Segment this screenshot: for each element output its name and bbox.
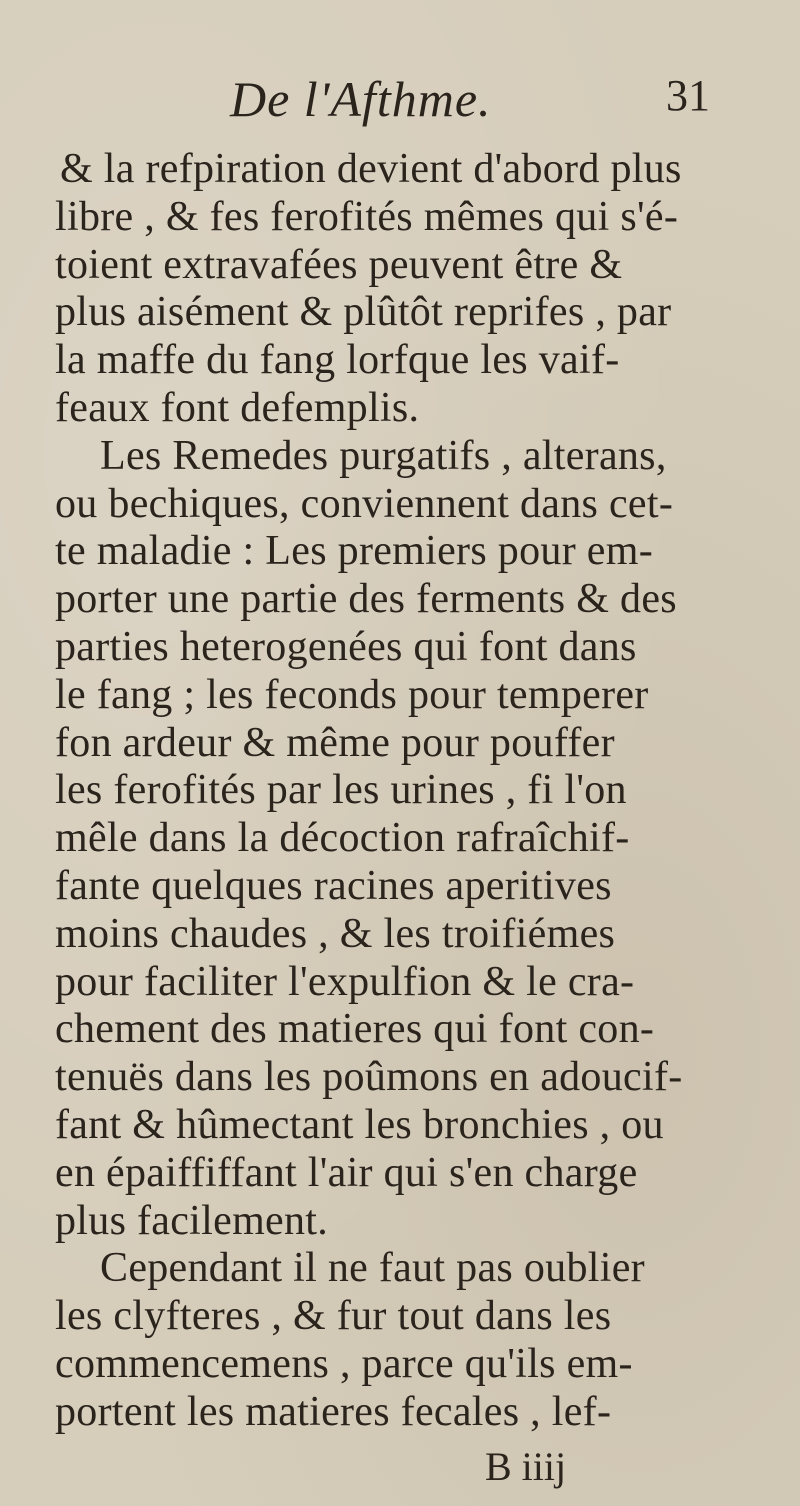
text-line: ou bechiques, conviennent dans cet-	[55, 480, 674, 527]
text-line: libre , & fes ferofités mêmes qui s'é-	[55, 193, 679, 240]
text-line: Les Remedes purgatifs , alterans,	[100, 432, 667, 479]
text-line: toient extravafées peuvent être &	[55, 241, 623, 288]
text-line: les ferofités par les urines , fi l'on	[55, 767, 627, 814]
signature-mark: B iiij	[485, 1443, 567, 1489]
text-line: fon ardeur & même pour pouffer	[55, 719, 615, 766]
text-line: en épaiffiffant l'air qui s'en charge	[55, 1149, 638, 1196]
running-title: De l'Afthme.	[230, 71, 492, 127]
text-line: les clyfteres , & fur tout dans les	[55, 1293, 612, 1340]
text-line: portent les matieres fecales , lef-	[55, 1388, 612, 1435]
text-line: plus aisément & plûtôt reprifes , par	[55, 289, 672, 336]
text-line: fant & hûmectant les bronchies , ou	[55, 1102, 664, 1148]
text-line: pour faciliter l'expulfion & le cra-	[55, 958, 635, 1005]
text-line: plus facilement.	[55, 1197, 329, 1244]
text-line: feaux font defemplis.	[55, 385, 420, 431]
page-number: 31	[666, 71, 710, 120]
text-line: moins chaudes , & les troifiémes	[55, 910, 616, 957]
text-line: commencemens , parce qu'ils em-	[55, 1341, 633, 1387]
text-line: chement des matieres qui font con-	[55, 1006, 655, 1053]
running-head	[230, 70, 750, 130]
text-line: fante quelques racines aperitives	[55, 863, 612, 909]
text-line: le fang ; les feconds pour temperer	[55, 671, 649, 718]
text-line: mêle dans la décoction rafraîchif-	[55, 815, 630, 862]
text-line: parties heterogenées qui font dans	[55, 624, 637, 670]
text-line: te maladie : Les premiers pour em-	[55, 528, 653, 575]
text-line: la maffe du fang lorfque les vaif-	[55, 337, 620, 384]
text-line: tenuës dans les poûmons en adoucif-	[55, 1054, 683, 1101]
text-line: Cependant il ne faut pas oublier	[100, 1245, 645, 1292]
text-line: porter une partie des ferments & des	[55, 576, 677, 623]
text-line: & la refpiration devient d'abord plus	[60, 146, 682, 192]
